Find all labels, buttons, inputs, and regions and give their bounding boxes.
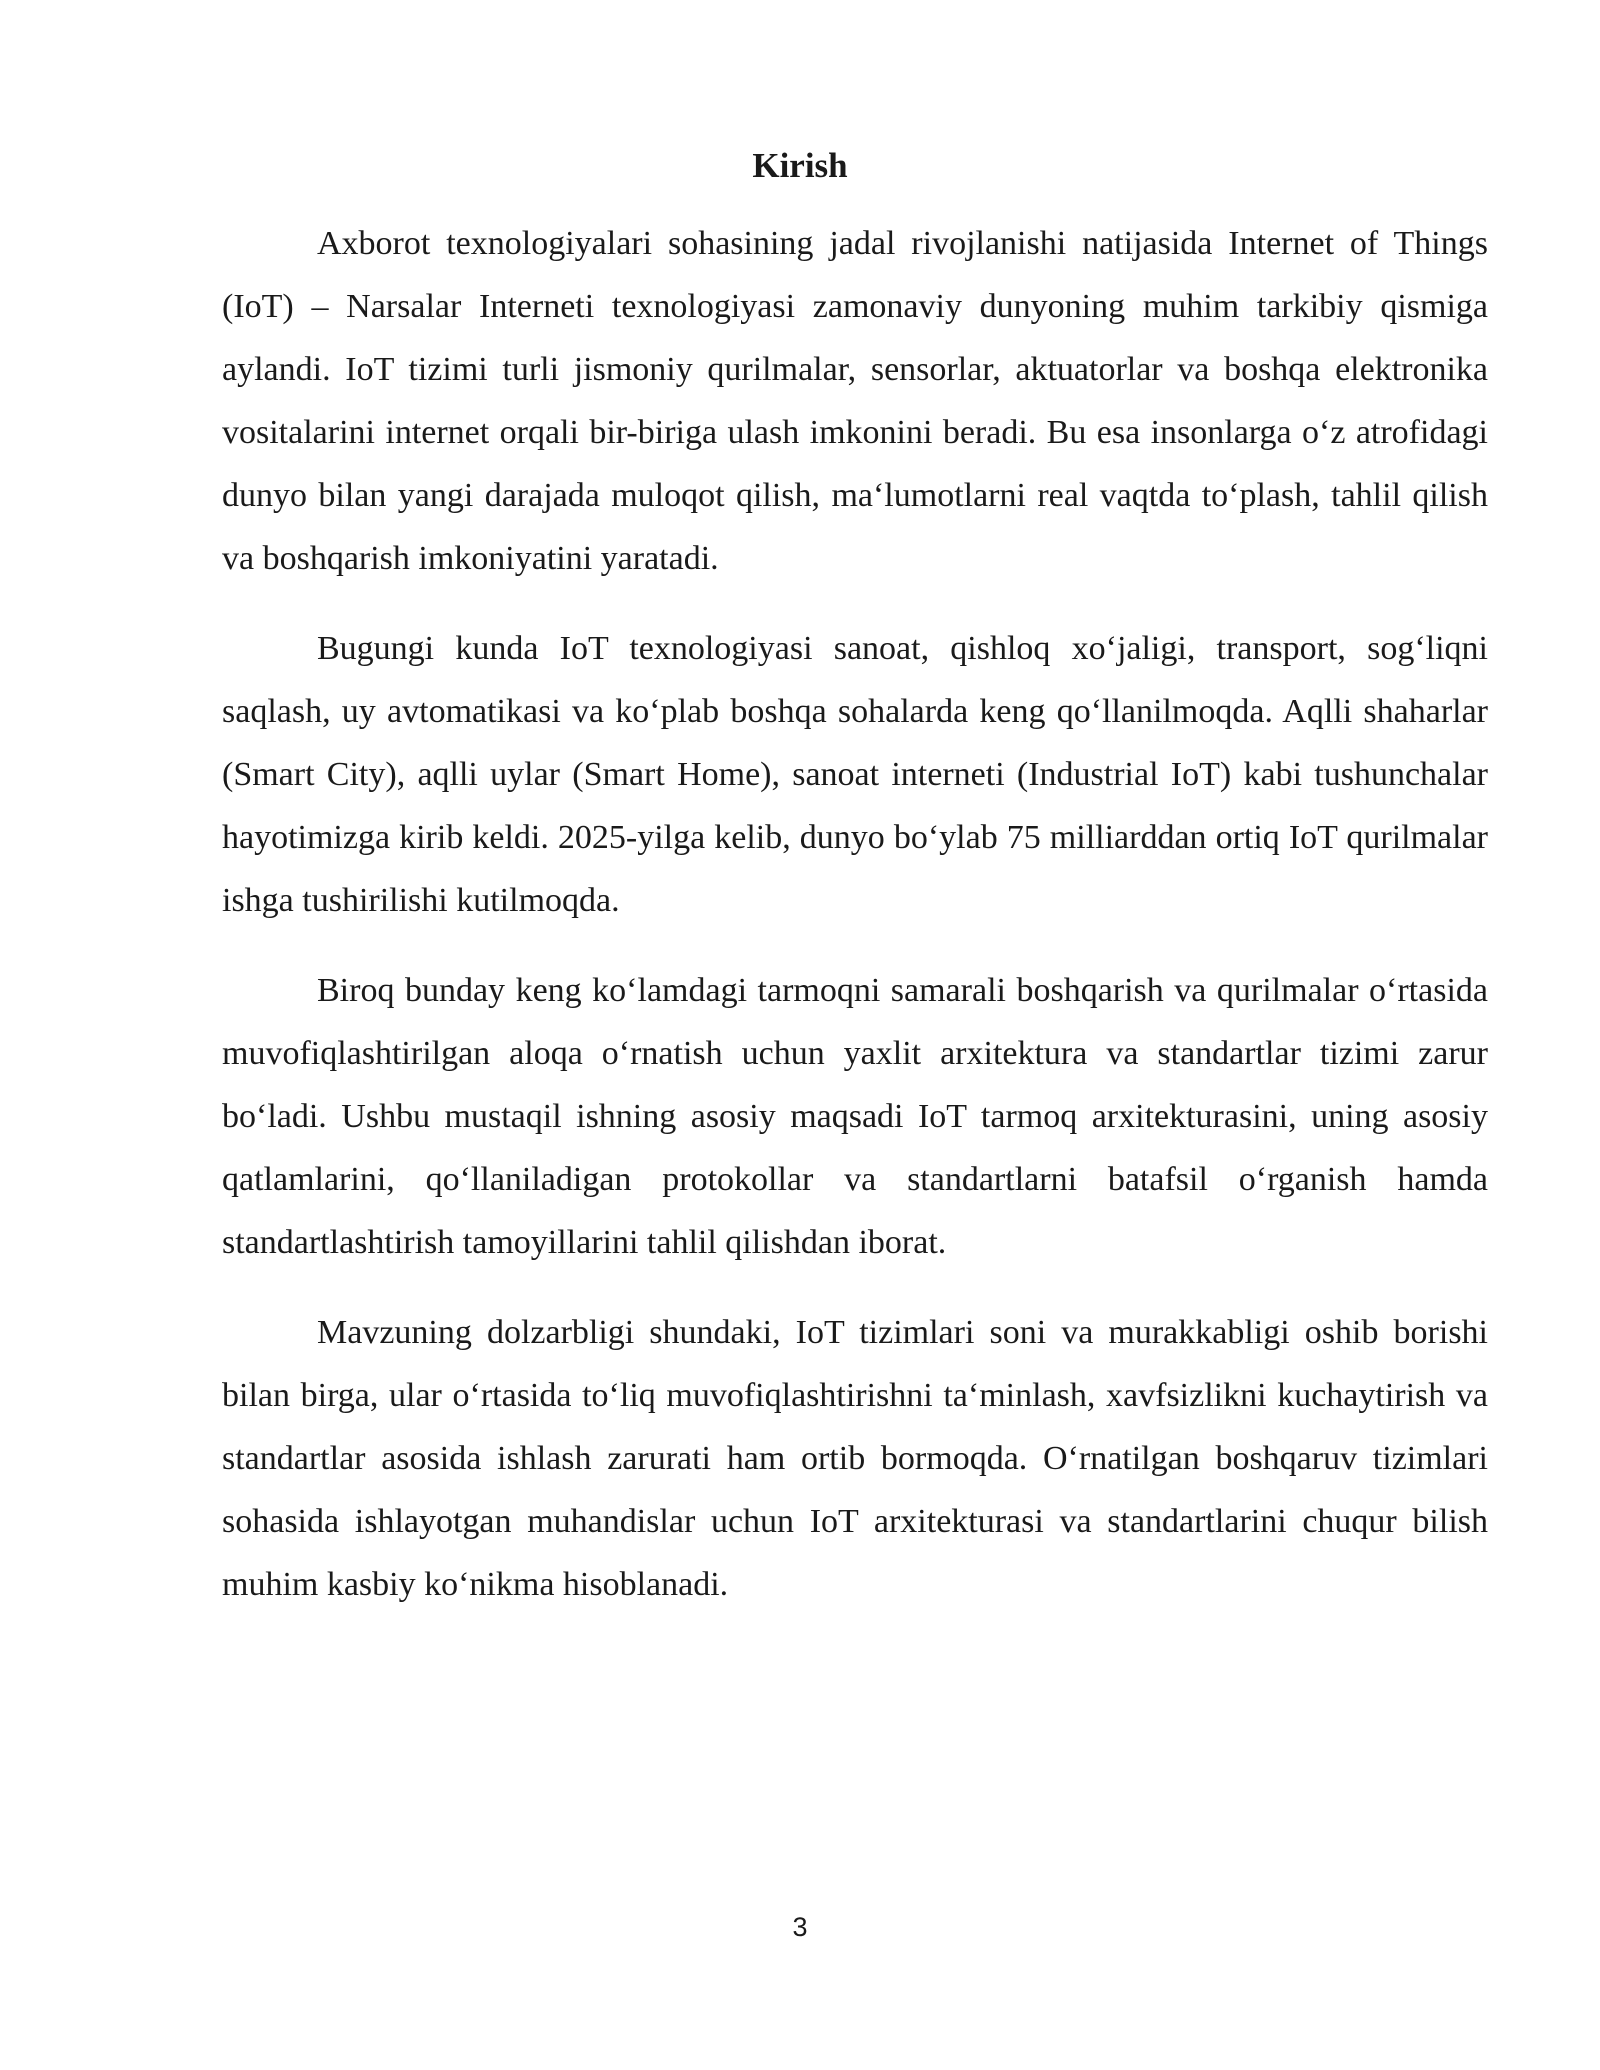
paragraph-3: Biroq bunday keng koʻlamdagi tarmoqni samarali boshqarish va qurilmalar oʻrtasida muvofiqlashtirilgan aloqa oʻrnatish uchun yaxlit arxitektura va standartlar tizimi zarur boʻladi. Ushbu mustaqil ishning asosiy maqsadi IoT tarmoq arxitekturasini, uning asosiy qatlamlarini, qoʻllaniladigan protokollar va standartlarni batafsil oʻrganish hamda standartlashtirish tamoyillarini tahlil qilishdan iborat. (222, 972, 1488, 1261)
paragraph-1: Axborot texnologiyalari sohasining jadal rivojlanishi natijasida Internet of Things (IoT) – Narsalar Interneti texnologiyasi zamonaviy dunyoning muhim tarkibiy qismiga aylandi. IoT tizimi turli jismoniy qurilmalar, sensorlar, aktuatorlar va boshqa elektronika vositalarini internet orqali bir-biriga ulash imkonini beradi. Bu esa insonlarga oʻz atrofidagi dunyo bilan yangi darajada muloqot qilish, maʻlumotlarni real vaqtda toʻplash, tahlil qilish va boshqarish imkoniyatini yaratadi. (222, 225, 1488, 577)
page-number: 3 (792, 1912, 808, 1942)
paragraph-4: Mavzuning dolzarbligi shundaki, IoT tizimlari soni va murakkabligi oshib borishi bilan birga, ular oʻrtasida toʻliq muvofiqlashtirishni taʻminlash, xavfsizlikni kuchaytirish va standartlar asosida ishlash zarurati ham ortib bormoqda. Oʻrnatilgan boshqaruv tizimlari sohasida ishlayotgan muhandislar uchun IoT arxitekturasi va standartlarini chuqur bilish muhim kasbiy koʻnikma hisoblanadi. (222, 1314, 1488, 1603)
section-title: Kirish (752, 146, 848, 185)
paragraph-2: Bugungi kunda IoT texnologiyasi sanoat, qishloq xoʻjaligi, transport, sogʻliqni saqlash, uy avtomatikasi va koʻplab boshqa sohalarda keng qoʻllanilmoqda. Aqlli shaharlar (Smart City), aqlli uylar (Smart Home), sanoat interneti (Industrial IoT) kabi tushunchalar hayotimizga kirib keldi. 2025-yilga kelib, dunyo boʻylab 75 milliarddan ortiq IoT qurilmalar ishga tushirilishi kutilmoqda. (222, 630, 1488, 919)
body-text (222, 212, 1488, 1643)
